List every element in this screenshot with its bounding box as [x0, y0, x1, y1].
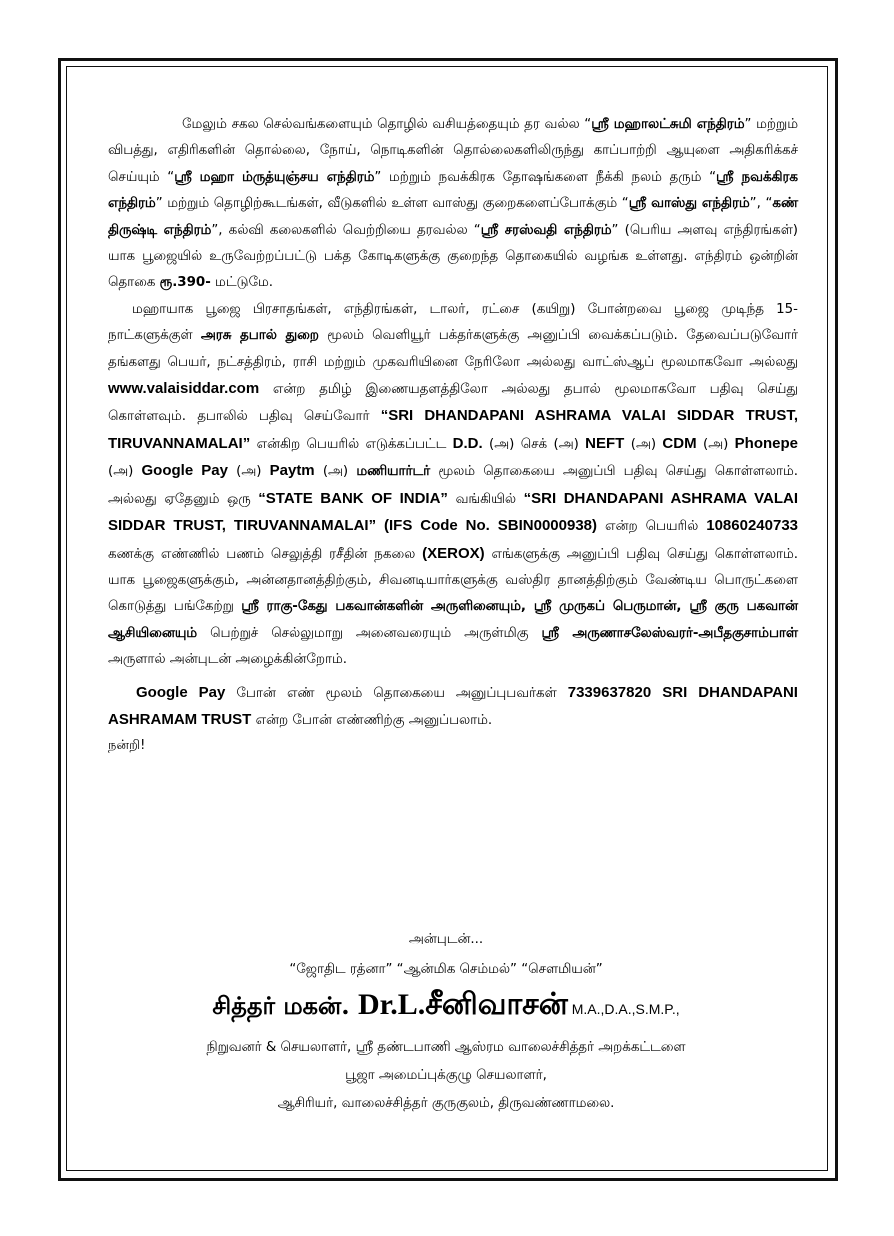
- text: மூலம் தொகையை அனுப்பி பதிவு செய்து கொள்ளலாம். அல்லது ஏதேனும் ஒரு: [108, 464, 798, 507]
- text: என்ற தமிழ் இணையதளத்திலோ அல்லது தபால் மூலமாகவோ பதிவு செய்து கொள்ளவும். தபாலில் பதிவு செய்வோர்: [108, 382, 798, 425]
- letter-body: [108, 112, 798, 754]
- payment-paytm: Paytm: [269, 462, 315, 480]
- name-prefix: சித்தர் மகன்.: [212, 991, 358, 1020]
- text: மேலும் சகல செல்வங்களையும் தொழில் வசியத்தையும் தர வல்ல “: [182, 117, 592, 132]
- text: ” மற்றும் விபத்து, எதிரிகளின் தொல்லை, நோய், நொடிகளின் தொல்லைகளிலிருந்து காப்பாற்றி ஆயுளை அதிகரிக்கச் செய்யும் “: [108, 117, 798, 185]
- text: (அ): [227, 464, 270, 480]
- text: எங்களுக்கு அனுப்பி பதிவு செய்து கொள்ளலாம். யாக பூஜைகளுக்கும், அன்னதானத்திற்கும், சிவனடியார்களுக்கு வஸ்திர தானத்திற்கும் வேண்டிய பொருட்களை கொடுத்து பங்கேற்று: [108, 546, 799, 615]
- text: அருளால் அன்புடன் அழைக்கின்றோம்.: [108, 652, 347, 668]
- text: (அ): [108, 464, 142, 480]
- name-main: Dr.L.சீனிவாசன்: [358, 988, 568, 1021]
- yantra-mahalakshmi: ஸ்ரீ மஹாலட்சுமி எந்திரம்: [591, 117, 745, 132]
- text: (அ): [314, 464, 357, 480]
- yantra-drishti: கண் திருஷ்டி எந்திரம்: [108, 196, 798, 238]
- role-editor: ஆசிரியர், வாலைச்சித்தர் குருகுலம், திருவண்ணாமலை.: [277, 1096, 615, 1111]
- yantra-saraswathi: ஸ்ரீ சரஸ்வதி எந்திரம்: [480, 222, 612, 238]
- degrees: M.A.,D.A.,S.M.P.,: [567, 1001, 680, 1017]
- text: ” மற்றும் தொழிற்கூடங்கள், வீடுகளில் உள்ள வாஸ்து குறைகளைப்போக்கும் “: [155, 196, 629, 212]
- text: ”, கல்வி கலைகளில் வெற்றியை தரவல்ல “: [211, 222, 481, 238]
- yantra-navagraha: ஸ்ரீ நவக்கிரக எந்திரம்: [108, 169, 798, 212]
- ashramam-trust: SRI DHANDAPANI ASHRAMAM TRUST: [108, 683, 798, 728]
- text: (அ): [624, 436, 663, 452]
- deity-name: ஸ்ரீ அருணாசலேஸ்வரர்-அபீதகுசாம்பாள்: [541, 625, 798, 641]
- yantra-vastu: ஸ்ரீ வாஸ்து எந்திரம்: [628, 196, 750, 212]
- text: மட்டுமே.: [210, 275, 273, 291]
- text: மூலம் வெளியூர் பக்தர்களுக்கு அனுப்பி வைக்கப்படும். தேவைப்படுவோர் தங்களது பெயர், நட்சத்திரம், ராசி மற்றும் முகவரியினை நேரிலோ அல்லது வாட்ஸ்ஆப் மூலமாகவோ அல்லது: [108, 328, 798, 370]
- bank-name: “STATE BANK OF INDIA”: [258, 489, 448, 507]
- text: ”, “: [749, 196, 773, 212]
- payment-neft: NEFT: [585, 434, 625, 452]
- text: மஹாயாக பூஜை பிரசாதங்கள், எந்திரங்கள், டாலர், ரட்சை (கயிறு) போன்றவை பூஜை முடிந்த 15-நாட்களுக்குள்: [108, 301, 798, 344]
- text: கணக்கு எண்ணில் பணம் செலுத்தி ரசீதின் நகலை: [108, 546, 423, 562]
- payment-gpay: Google Pay: [141, 462, 228, 480]
- text: போன் எண் மூலம் தொகையை அனுப்புபவர்கள்: [225, 685, 568, 701]
- role-founder: நிறுவனர் & செயலாளர், ஸ்ரீ தண்டபாணி ஆஸ்ரம வாலைச்சித்தர் அறக்கட்டளை: [206, 1040, 686, 1055]
- trust-name: “SRI DHANDAPANI ASHRAMA VALAI SIDDAR TRUST, TIRUVANNAMALAI”: [108, 407, 799, 452]
- text: ” மற்றும் நவக்கிரக தோஷங்களை நீக்கி நலம் தரும் “: [374, 169, 717, 185]
- text: பெற்றுச் செல்லுமாறு அனைவரையும் அருள்மிகு: [197, 625, 542, 641]
- text: என்ற போன் எண்ணிற்கு அனுப்பலாம்.: [251, 712, 493, 728]
- text: என்ற பெயரில்: [597, 519, 707, 535]
- paragraph-gpay: [108, 680, 798, 734]
- signatory-name: [66, 988, 826, 1026]
- thanks: நன்றி!: [108, 737, 146, 753]
- website-link[interactable]: www.valaisiddar.com: [108, 380, 260, 398]
- yantra-price: ரூ.390-: [159, 275, 211, 291]
- text: வங்கியில்: [447, 491, 524, 507]
- trust-name-ifsc: “SRI DHANDAPANI ASHRAMA VALAI SIDDAR TRUST, TIRUVANNAMALAI” (IFS Code No. SBIN0000938): [108, 489, 799, 535]
- payment-dd: D.D.: [452, 434, 483, 452]
- postal-dept: அரசு தபால் துறை: [200, 328, 319, 344]
- text: என்கிற பெயரில் எடுக்கப்பட்ட: [250, 436, 453, 452]
- honorific-titles: “ஜோதிட ரத்னா” “ஆன்மிக செம்மல்” “சௌமியன்”: [289, 962, 603, 977]
- payment-cdm: CDM: [662, 434, 697, 452]
- text: (அ): [696, 436, 735, 452]
- payment-money-order: மணியார்டர்: [356, 464, 431, 480]
- regards: அன்புடன்...: [408, 932, 484, 947]
- payment-phonepe: Phonepe: [734, 434, 799, 452]
- phone-number: 7339637820: [567, 683, 652, 701]
- yantra-mrityunjaya: ஸ்ரீ மஹா ம்ருத்யுஞ்சய எந்திரம்: [174, 169, 375, 185]
- xerox-note: (XEROX): [422, 544, 485, 562]
- paragraph-yantras: [108, 112, 798, 297]
- gpay-label: Google Pay: [136, 683, 226, 701]
- text: (அ) செக் (அ): [482, 436, 586, 452]
- account-number: 10860240733: [706, 517, 798, 535]
- text: ” (பெரிய அளவு எந்திரங்கள்) யாக பூஜையில் உருவேற்றப்பட்டு பக்த கோடிகளுக்கு குறைந்த தொகையில் வழங்க உள்ளது. எந்திரம் ஒன்றின் தொகை: [108, 222, 799, 291]
- role-secretary: பூஜா அமைப்புக்குழு செயலாளர்,: [345, 1068, 547, 1083]
- blessings: ஸ்ரீ ராகு-கேது பகவான்களின் அருளினையும், ஸ்ரீ முருகப் பெருமான், ஸ்ரீ குரு பகவான் ஆசியினையும்: [108, 599, 799, 641]
- paragraph-postal: [108, 297, 798, 674]
